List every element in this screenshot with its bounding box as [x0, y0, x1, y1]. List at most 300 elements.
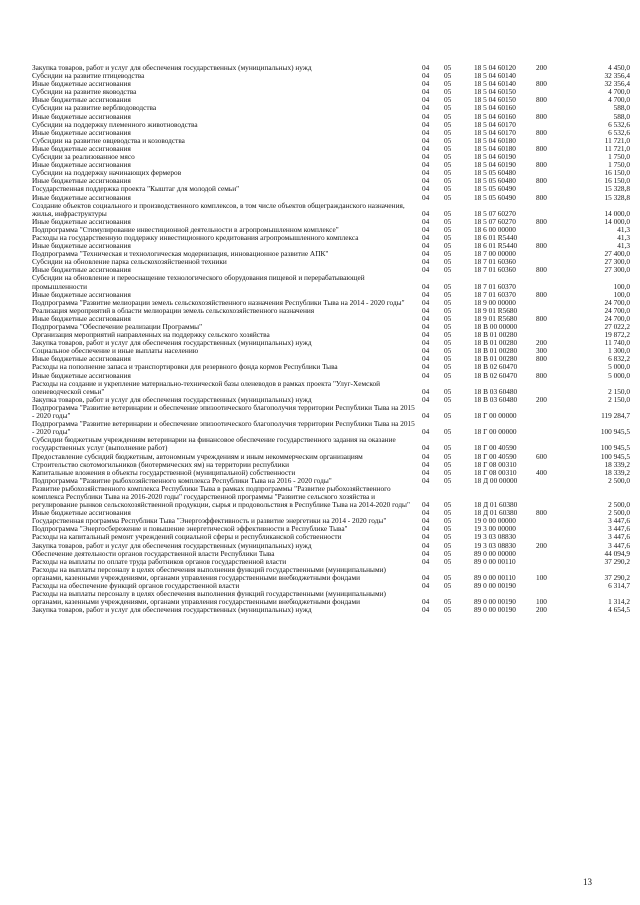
row-target-article: 18 7 01 60360 — [474, 266, 516, 275]
row-expense-type: 800 — [536, 112, 547, 121]
row-amount: 16 150,0 — [604, 177, 630, 186]
row-name: Иные бюджетные ассигнования — [32, 355, 131, 364]
row-expense-type: 800 — [536, 161, 547, 170]
table-row — [32, 258, 630, 266]
row-amount: 15 328,8 — [604, 193, 630, 202]
row-expense-type — [536, 331, 564, 339]
table-row — [32, 96, 630, 104]
row-name: Подпрограмма "Стимулирование инвестиционной деятельности в агропромышленном комплексе" — [32, 225, 339, 234]
row-section: 04 — [422, 177, 430, 186]
table-row — [32, 307, 630, 315]
row-name: Иные бюджетные ассигнования — [32, 371, 131, 380]
row-name: Субсидии на развитие верблюдоводства — [32, 104, 157, 113]
row-expense-type: 200 — [536, 64, 547, 72]
row-amount: 6 314,7 — [608, 582, 630, 590]
row-target-article: 18 5 05 60480 — [474, 169, 516, 178]
row-section: 04 — [422, 193, 430, 202]
row-name: Субсидии на поддержку начинающих фермеров — [32, 169, 182, 178]
row-amount: 3 447,6 — [608, 533, 630, 542]
row-amount: 24 700,0 — [604, 314, 630, 323]
row-section: 04 — [422, 72, 430, 81]
row-target-article: 89 0 00 00110 — [474, 557, 516, 566]
row-subsection: 05 — [444, 541, 452, 550]
table-row — [32, 80, 630, 88]
row-amount: 3 447,6 — [608, 525, 630, 534]
row-amount: 6 532,6 — [608, 128, 630, 137]
row-amount: 41,3 — [617, 233, 630, 242]
row-target-article: 18 В 01 00280 — [474, 331, 518, 340]
row-section: 04 — [422, 323, 430, 331]
row-subsection: 05 — [444, 549, 452, 558]
row-amount: 588,0 — [613, 104, 630, 113]
table-row — [32, 339, 630, 347]
row-name: Расходы на пополнение запаса и транспортировки для резервного фонда кормов Республики Тыва — [32, 363, 338, 372]
row-target-article: 18 5 04 60170 — [474, 120, 516, 129]
row-section: 04 — [422, 427, 430, 437]
table-row — [32, 380, 630, 396]
row-section: 04 — [422, 96, 430, 105]
row-target-article: 18 5 04 60170 — [474, 128, 516, 137]
table-row — [32, 64, 630, 72]
row-target-article: 18 В 01 00280 — [474, 339, 518, 348]
row-subsection: 05 — [444, 169, 452, 178]
row-subsection: 05 — [444, 225, 452, 234]
row-subsection: 05 — [444, 112, 452, 121]
row-name: Субсидии на развитие птицеводства — [32, 72, 145, 81]
row-name: Иные бюджетные ассигнования — [32, 242, 131, 251]
row-expense-type — [536, 234, 564, 242]
row-section: 04 — [422, 290, 430, 299]
row-section: 04 — [422, 339, 430, 348]
row-name: Иные бюджетные ассигнования — [32, 217, 131, 226]
row-subsection: 05 — [444, 64, 452, 72]
row-subsection: 05 — [444, 193, 452, 202]
table-row — [32, 355, 630, 363]
row-target-article: 18 6 01 R5440 — [474, 233, 518, 242]
row-amount: 3 447,6 — [608, 541, 630, 550]
row-target-article: 18 В 02 60470 — [474, 363, 518, 372]
row-subsection: 05 — [444, 476, 452, 485]
table-row — [32, 590, 630, 606]
row-subsection: 05 — [444, 371, 452, 380]
row-section: 04 — [422, 476, 430, 485]
row-amount: 4 700,0 — [608, 96, 630, 105]
row-expense-type — [536, 299, 564, 307]
table-row — [32, 404, 630, 420]
row-subsection: 05 — [444, 153, 452, 162]
row-target-article: 18 Д 00 00000 — [474, 476, 518, 485]
row-section: 04 — [422, 112, 430, 121]
row-expense-type: 200 — [536, 395, 547, 404]
row-subsection: 05 — [444, 582, 452, 590]
row-target-article: 18 9 01 R5680 — [474, 314, 518, 323]
row-amount: 41,3 — [617, 242, 630, 251]
row-subsection: 05 — [444, 217, 452, 226]
row-section: 04 — [422, 298, 430, 307]
row-name: Субсидии на развитие яководства — [32, 88, 137, 97]
row-subsection: 05 — [444, 386, 452, 396]
row-subsection: 05 — [444, 242, 452, 251]
row-subsection: 05 — [444, 144, 452, 153]
row-expense-type: 800 — [536, 509, 547, 518]
row-expense-type: 800 — [536, 371, 547, 380]
row-subsection: 05 — [444, 104, 452, 113]
table-row — [32, 169, 630, 177]
row-name: Субсидии на развитие овцеводства и козоводства — [32, 136, 185, 145]
table-row — [32, 250, 630, 258]
row-amount: 11 740,0 — [604, 339, 630, 348]
table-row — [32, 582, 630, 590]
row-expense-type — [536, 258, 564, 266]
row-target-article: 89 0 00 00000 — [474, 549, 516, 558]
table-row — [32, 185, 630, 193]
row-target-article: 18 7 00 00000 — [474, 250, 516, 259]
row-subsection: 05 — [444, 525, 452, 534]
row-target-article: 18 Г 00 00000 — [474, 411, 517, 421]
row-amount: 588,0 — [613, 112, 630, 121]
row-name: Иные бюджетные ассигнования — [32, 96, 131, 105]
row-name: Обеспечение деятельности органов государственной власти Республики Тыва — [32, 549, 275, 558]
row-subsection: 05 — [444, 443, 452, 453]
row-expense-type — [536, 461, 564, 469]
row-name: Подпрограмма "Развитие мелиорации земель сельскохозяйственного назначения Республики Тыва на 2014 - 2020 годы" — [32, 298, 405, 307]
row-subsection: 05 — [444, 452, 452, 461]
row-name: Субсидии на обновление и переоснащение технологического оборудования пищевой и перерабатывающей промышленности — [32, 274, 365, 291]
row-subsection: 05 — [444, 517, 452, 526]
row-expense-type — [536, 404, 564, 420]
row-name: Подпрограмма "Развитие рыбохозяйственного комплекса Республики Тыва на 2016 - 2020 годы" — [32, 476, 332, 485]
table-row — [32, 331, 630, 339]
table-row — [32, 485, 630, 509]
row-subsection: 05 — [444, 314, 452, 323]
row-section: 04 — [422, 533, 430, 542]
row-subsection: 05 — [444, 290, 452, 299]
row-section: 04 — [422, 331, 430, 340]
row-section: 04 — [422, 281, 430, 291]
row-expense-type: 800 — [536, 217, 547, 226]
row-subsection: 05 — [444, 411, 452, 421]
row-name: Иные бюджетные ассигнования — [32, 193, 131, 202]
row-section: 04 — [422, 314, 430, 323]
row-amount: 15 328,8 — [604, 185, 630, 194]
row-name: Закупка товаров, работ и услуг для обеспечения государственных (муниципальных) нужд — [32, 395, 312, 404]
row-target-article: 18 В 03 60480 — [474, 386, 518, 396]
table-row — [32, 323, 630, 331]
table-row — [32, 420, 630, 436]
row-expense-type: 800 — [536, 290, 547, 299]
row-subsection: 05 — [444, 208, 452, 218]
row-section: 04 — [422, 161, 430, 170]
row-subsection: 05 — [444, 161, 452, 170]
row-section: 04 — [422, 606, 430, 615]
row-expense-type: 800 — [536, 193, 547, 202]
row-expense-type: 800 — [536, 314, 547, 323]
row-subsection: 05 — [444, 339, 452, 348]
row-subsection: 05 — [444, 395, 452, 404]
row-amount: 44 094,9 — [604, 549, 630, 558]
row-name: Организация мероприятий направленных на поддержку сельского хозяйства — [32, 331, 270, 340]
table-row — [32, 137, 630, 145]
row-amount: 27 400,0 — [604, 250, 630, 259]
row-section: 04 — [422, 88, 430, 97]
row-subsection: 05 — [444, 258, 452, 267]
row-target-article: 18 5 04 60180 — [474, 144, 516, 153]
row-amount: 100,0 — [613, 281, 630, 291]
row-name: Расходы на выплаты персоналу в целях обеспечения выполнения функций государственными (муниципальными) органами, казенными учреждениями, органами управления государственными внебюджетными фондами — [32, 565, 386, 582]
row-expense-type — [536, 582, 564, 590]
row-target-article: 18 5 04 60140 — [474, 72, 516, 81]
table-row — [32, 363, 630, 371]
row-target-article: 18 Г 00 40590 — [474, 443, 517, 453]
row-section: 04 — [422, 541, 430, 550]
row-target-article: 18 5 05 60480 — [474, 177, 516, 186]
table-row — [32, 477, 630, 485]
row-target-article: 18 9 00 00000 — [474, 298, 516, 307]
row-expense-type: 800 — [536, 144, 547, 153]
row-amount: 1 300,0 — [608, 347, 630, 356]
row-target-article: 18 Г 08 00310 — [474, 468, 517, 477]
row-target-article: 18 6 01 R5440 — [474, 242, 518, 251]
row-expense-type — [536, 226, 564, 234]
row-amount: 24 700,0 — [604, 298, 630, 307]
row-amount: 14 000,0 — [604, 217, 630, 226]
table-row — [32, 202, 630, 218]
row-expense-type: 800 — [536, 242, 547, 251]
row-name: Иные бюджетные ассигнования — [32, 177, 131, 186]
table-row — [32, 104, 630, 112]
row-target-article: 18 5 05 60490 — [474, 185, 516, 194]
row-section: 04 — [422, 572, 430, 582]
row-name: Закупка товаров, работ и услуг для обеспечения государственных (муниципальных) нужд — [32, 64, 312, 72]
row-amount: 18 339,2 — [604, 460, 630, 469]
table-row — [32, 194, 630, 202]
row-amount: 32 356,4 — [604, 72, 630, 81]
row-name: Расходы на выплаты персоналу в целях обеспечения выполнения функций государственными (муниципальными) органами, казенными учреждениями, органами управления государственными внебюджетными фондами — [32, 590, 386, 607]
table-row — [32, 88, 630, 96]
row-target-article: 89 0 00 00190 — [474, 597, 516, 607]
table-row — [32, 129, 630, 137]
row-section: 04 — [422, 500, 430, 510]
row-amount: 27 300,0 — [604, 266, 630, 275]
row-section: 04 — [422, 136, 430, 145]
row-expense-type — [536, 274, 564, 290]
row-target-article: 18 В 01 00280 — [474, 347, 518, 356]
row-subsection: 05 — [444, 298, 452, 307]
row-amount: 2 500,0 — [608, 476, 630, 485]
row-expense-type: 800 — [536, 177, 547, 186]
row-expense-type — [536, 533, 564, 541]
row-amount: 1 314,2 — [608, 597, 630, 607]
row-expense-type: 100 — [536, 597, 547, 607]
row-section: 04 — [422, 169, 430, 178]
row-amount: 1 750,0 — [608, 153, 630, 162]
row-section: 04 — [422, 452, 430, 461]
row-subsection: 05 — [444, 233, 452, 242]
row-expense-type — [536, 363, 564, 371]
row-section: 04 — [422, 266, 430, 275]
row-section: 04 — [422, 386, 430, 396]
row-amount: 4 450,0 — [608, 64, 630, 72]
row-name: Подпрограмма "Обеспечение реализации Программы" — [32, 323, 203, 331]
table-row — [32, 72, 630, 80]
row-expense-type — [536, 202, 564, 218]
budget-table-body — [32, 64, 630, 614]
row-section: 04 — [422, 557, 430, 566]
row-name: Расходы на выплаты по оплате труда работников органов государственной власти — [32, 557, 287, 566]
table-row — [32, 453, 630, 461]
row-subsection: 05 — [444, 185, 452, 194]
row-target-article: 18 7 01 60360 — [474, 258, 516, 267]
row-expense-type — [536, 169, 564, 177]
row-subsection: 05 — [444, 323, 452, 331]
row-expense-type: 300 — [536, 347, 547, 356]
table-row — [32, 550, 630, 558]
row-name: Иные бюджетные ассигнования — [32, 161, 131, 170]
row-expense-type — [536, 88, 564, 96]
row-expense-type — [536, 121, 564, 129]
table-row — [32, 461, 630, 469]
row-name: Иные бюджетные ассигнования — [32, 314, 131, 323]
row-target-article: 19 3 03 08830 — [474, 533, 516, 542]
budget-table — [32, 64, 630, 614]
table-row — [32, 315, 630, 323]
row-amount: 2 500,0 — [608, 509, 630, 518]
row-amount: 41,3 — [617, 225, 630, 234]
row-subsection: 05 — [444, 557, 452, 566]
row-expense-type — [536, 104, 564, 112]
row-section: 04 — [422, 64, 430, 72]
row-expense-type — [536, 250, 564, 258]
row-subsection: 05 — [444, 460, 452, 469]
row-target-article: 18 5 04 60150 — [474, 96, 516, 105]
row-amount: 1 750,0 — [608, 161, 630, 170]
row-subsection: 05 — [444, 72, 452, 81]
row-name: Иные бюджетные ассигнования — [32, 128, 131, 137]
row-expense-type — [536, 72, 564, 80]
row-amount: 100 945,5 — [600, 427, 630, 437]
row-name: Капитальные вложения в объекты государственной (муниципальной) собственности — [32, 468, 296, 477]
table-row — [32, 153, 630, 161]
table-row — [32, 517, 630, 525]
row-name: Подпрограмма "Развитие ветеринарии и обеспечение эпизоотического благополучия территории Республики Тыва на 2015 - 2020 годы" — [32, 420, 415, 437]
row-amount: 11 721,0 — [604, 144, 630, 153]
row-name: Субсидии на обновление парка сельскохозяйственной техники — [32, 258, 227, 267]
table-row — [32, 566, 630, 582]
row-expense-type — [536, 307, 564, 315]
row-section: 04 — [422, 517, 430, 526]
table-row — [32, 234, 630, 242]
row-section: 04 — [422, 411, 430, 421]
row-target-article: 18 Г 08 00310 — [474, 460, 517, 469]
row-target-article: 18 7 01 60370 — [474, 290, 516, 299]
row-target-article: 18 Г 00 00000 — [474, 427, 517, 437]
row-name: Расходы на капитальный ремонт учреждений социальной сферы и республиканской собственности — [32, 533, 342, 542]
row-expense-type: 800 — [536, 128, 547, 137]
row-section: 04 — [422, 443, 430, 453]
row-expense-type: 200 — [536, 606, 547, 615]
page-number: 13 — [583, 877, 592, 887]
table-row — [32, 299, 630, 307]
table-row — [32, 372, 630, 380]
row-subsection: 05 — [444, 250, 452, 259]
row-section: 04 — [422, 208, 430, 218]
row-expense-type — [536, 185, 564, 193]
row-subsection: 05 — [444, 427, 452, 437]
row-expense-type: 800 — [536, 80, 547, 89]
row-amount: 100,0 — [613, 290, 630, 299]
table-row — [32, 525, 630, 533]
row-expense-type — [536, 485, 564, 509]
row-section: 04 — [422, 460, 430, 469]
row-subsection: 05 — [444, 331, 452, 340]
row-target-article: 18 5 04 60160 — [474, 104, 516, 113]
row-section: 04 — [422, 306, 430, 315]
row-section: 04 — [422, 371, 430, 380]
table-row — [32, 396, 630, 404]
row-section: 04 — [422, 185, 430, 194]
row-subsection: 05 — [444, 355, 452, 364]
table-row — [32, 558, 630, 566]
row-target-article: 89 0 00 00190 — [474, 582, 516, 590]
row-section: 04 — [422, 242, 430, 251]
row-target-article: 18 5 04 60180 — [474, 136, 516, 145]
row-name: Закупка товаров, работ и услуг для обеспечения государственных (муниципальных) нужд — [32, 339, 312, 348]
row-amount: 3 447,6 — [608, 517, 630, 526]
row-expense-type — [536, 137, 564, 145]
row-subsection: 05 — [444, 281, 452, 291]
row-name: Подпрограмма "Энергосбережение и повышение энергетической эффективности в Республике Тыва" — [32, 525, 348, 534]
row-subsection: 05 — [444, 306, 452, 315]
row-amount: 5 000,0 — [608, 371, 630, 380]
row-amount: 4 654,5 — [608, 606, 630, 615]
row-target-article: 18 5 04 60160 — [474, 112, 516, 121]
row-subsection: 05 — [444, 533, 452, 542]
row-subsection: 05 — [444, 266, 452, 275]
row-section: 04 — [422, 153, 430, 162]
row-target-article: 19 3 03 08830 — [474, 541, 516, 550]
table-row — [32, 145, 630, 153]
table-row — [32, 274, 630, 290]
row-target-article: 18 5 07 60270 — [474, 208, 516, 218]
row-target-article: 18 9 01 R5680 — [474, 306, 518, 315]
row-name: Подпрограмма "Развитие ветеринарии и обеспечение эпизоотического благополучия территории Республики Тыва на 2015 - 2020 годы" — [32, 403, 415, 421]
row-amount: 11 721,0 — [604, 136, 630, 145]
row-target-article: 18 7 01 60370 — [474, 281, 516, 291]
row-target-article: 18 5 04 60150 — [474, 88, 516, 97]
row-section: 04 — [422, 363, 430, 372]
row-amount: 18 339,2 — [604, 468, 630, 477]
row-target-article: 89 0 00 00110 — [474, 572, 516, 582]
row-expense-type — [536, 153, 564, 161]
row-name: Расходы на обеспечение функций органов государственной власти — [32, 582, 240, 590]
row-section: 04 — [422, 128, 430, 137]
row-amount: 19 872,2 — [604, 331, 630, 340]
row-expense-type: 200 — [536, 541, 547, 550]
row-amount: 24 700,0 — [604, 306, 630, 315]
row-expense-type — [536, 525, 564, 533]
row-target-article: 18 5 04 60140 — [474, 80, 516, 89]
row-subsection: 05 — [444, 572, 452, 582]
row-section: 04 — [422, 347, 430, 356]
row-amount: 100 945,5 — [600, 443, 630, 453]
row-name: Строительство скотомогильников (биотермических ям) на территории республики — [32, 460, 290, 469]
row-subsection: 05 — [444, 128, 452, 137]
table-row — [32, 161, 630, 169]
row-section: 04 — [422, 225, 430, 234]
table-row — [32, 121, 630, 129]
row-name: Реализация мероприятий в области мелиорации земель сельскохозяйственного назначения — [32, 306, 315, 315]
table-row — [32, 218, 630, 226]
